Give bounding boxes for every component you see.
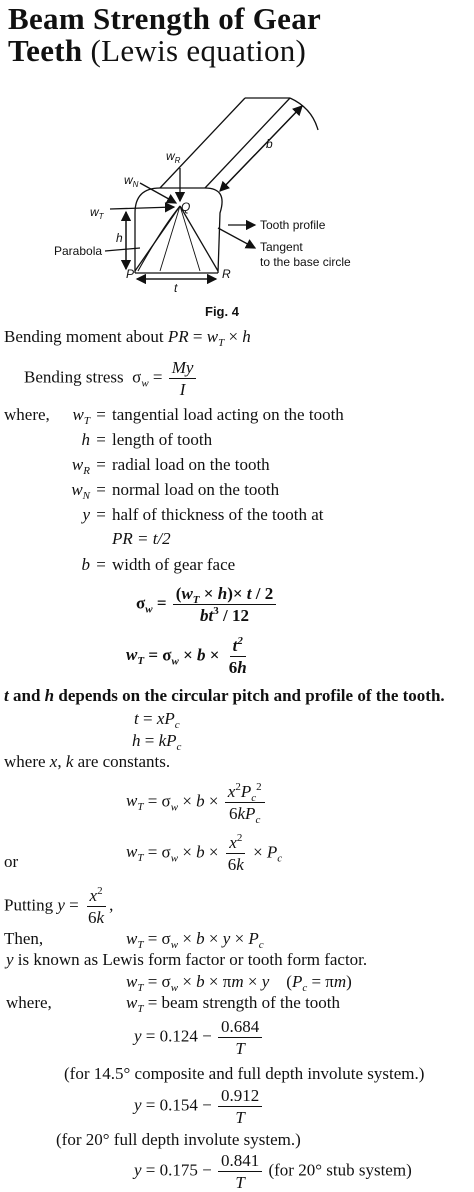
- def-wN: $w_N$ = normal load on the tooth: [71, 480, 280, 502]
- note-14-5: (for 14.5° composite and full depth involute system.): [64, 1064, 425, 1083]
- label-P: P: [126, 267, 135, 281]
- label-t: t: [174, 281, 178, 295]
- or-label: or: [4, 852, 19, 871]
- def-b: b = width of gear face: [81, 555, 236, 574]
- y-formula-2: y = 0.154 − $\frac{0.912}{T}$: [134, 1086, 264, 1127]
- then-label: Then,: [4, 929, 44, 948]
- label-R: R: [222, 267, 231, 281]
- beam-strength-def: $w_T$ = beam strength of the tooth: [126, 993, 341, 1015]
- bending-moment-line: Bending moment about PR = $w_T \times h$: [4, 327, 251, 349]
- label-wT: $w_T$: [90, 205, 104, 221]
- bending-stress-line: Bending stress $\sigma_w$ = $\frac{My}{I}$: [24, 358, 198, 399]
- figure-caption: Fig. 4: [205, 304, 239, 319]
- wT-formula-5: $w_T = \sigma_w \times b \times \pi m \times y$ $(P_c = \pi m)$: [126, 972, 352, 994]
- title-subtitle: (Lewis equation): [90, 33, 307, 68]
- label-tooth-profile: Tooth profile: [260, 218, 326, 232]
- wT-formula-2: $w_T = \sigma_w \times b$ × $\frac{x^2P_c^2}{6kP_c}$: [126, 782, 267, 823]
- def-y-pr: PR = t/2: [112, 529, 171, 548]
- label-Q: Q: [181, 200, 191, 214]
- label-wR: $w_R$: [166, 149, 181, 165]
- y-formula-3: y = 0.175 − $\frac{0.841}{T}$ (for 20° stub system): [134, 1151, 412, 1192]
- gear-tooth-figure: [40, 88, 380, 303]
- label-b: b: [266, 137, 273, 151]
- note-stub: (for 20° stub system): [268, 1160, 412, 1180]
- wT-formula-1: $w_T = \sigma_w \times b$ × $\frac{t^2}{6h}$: [126, 635, 247, 677]
- y-formula-1: y = 0.124 − $\frac{0.684}{T}$: [134, 1017, 264, 1058]
- page-title-line1: Beam Strength of Gear: [8, 1, 322, 36]
- def-wR: $w_R$ = radial load on the tooth: [71, 455, 270, 477]
- label-tangent-1: Tangent: [260, 240, 303, 254]
- wT-formula-4: $w_T = \sigma_w \times b \times y \times P_c$: [126, 929, 264, 951]
- note-20: (for 20° full depth involute system.): [56, 1130, 301, 1149]
- sigma-formula: $\sigma_w$ = $\frac{(w_T \times h)\times t / 2}{bt^3 / 12}$: [136, 584, 278, 625]
- bending-moment-label: Bending moment about: [4, 327, 164, 346]
- page-title-line2: [8, 33, 307, 68]
- bending-stress-label: Bending stress: [24, 367, 124, 387]
- wT-formula-3: $w_T = \sigma_w \times b$ × $\frac{x^2}{6k}$ × $P_c$: [126, 832, 283, 874]
- t-eq: $t = xP_c$: [134, 709, 180, 731]
- lewis-note: y is known as Lewis form factor or tooth form factor.: [6, 950, 368, 969]
- putting-line: Putting y = $\frac{x^2}{6k}$ ,: [4, 885, 114, 927]
- label-h: h: [116, 231, 123, 245]
- constants-line: where x, k are constants.: [4, 752, 171, 771]
- label-parabola: Parabola: [54, 244, 103, 258]
- depends-line: t and h depends on the circular pitch and profile of the tooth.: [4, 686, 445, 705]
- title-bold-word: Teeth: [8, 33, 83, 68]
- tooth-outline: [135, 188, 222, 273]
- def-h: h = length of tooth: [81, 430, 213, 449]
- where2-label: where,: [6, 993, 52, 1012]
- where-label: where,: [4, 405, 50, 424]
- def-wT: $w_T$ = tangential load acting on the tooth: [72, 405, 344, 427]
- label-tangent-2: to the base circle: [260, 255, 351, 269]
- label-wN: $w_N$: [124, 173, 139, 189]
- h-eq: $h = kP_c$: [132, 731, 182, 753]
- def-y: y = half of thickness of the tooth at: [82, 505, 324, 524]
